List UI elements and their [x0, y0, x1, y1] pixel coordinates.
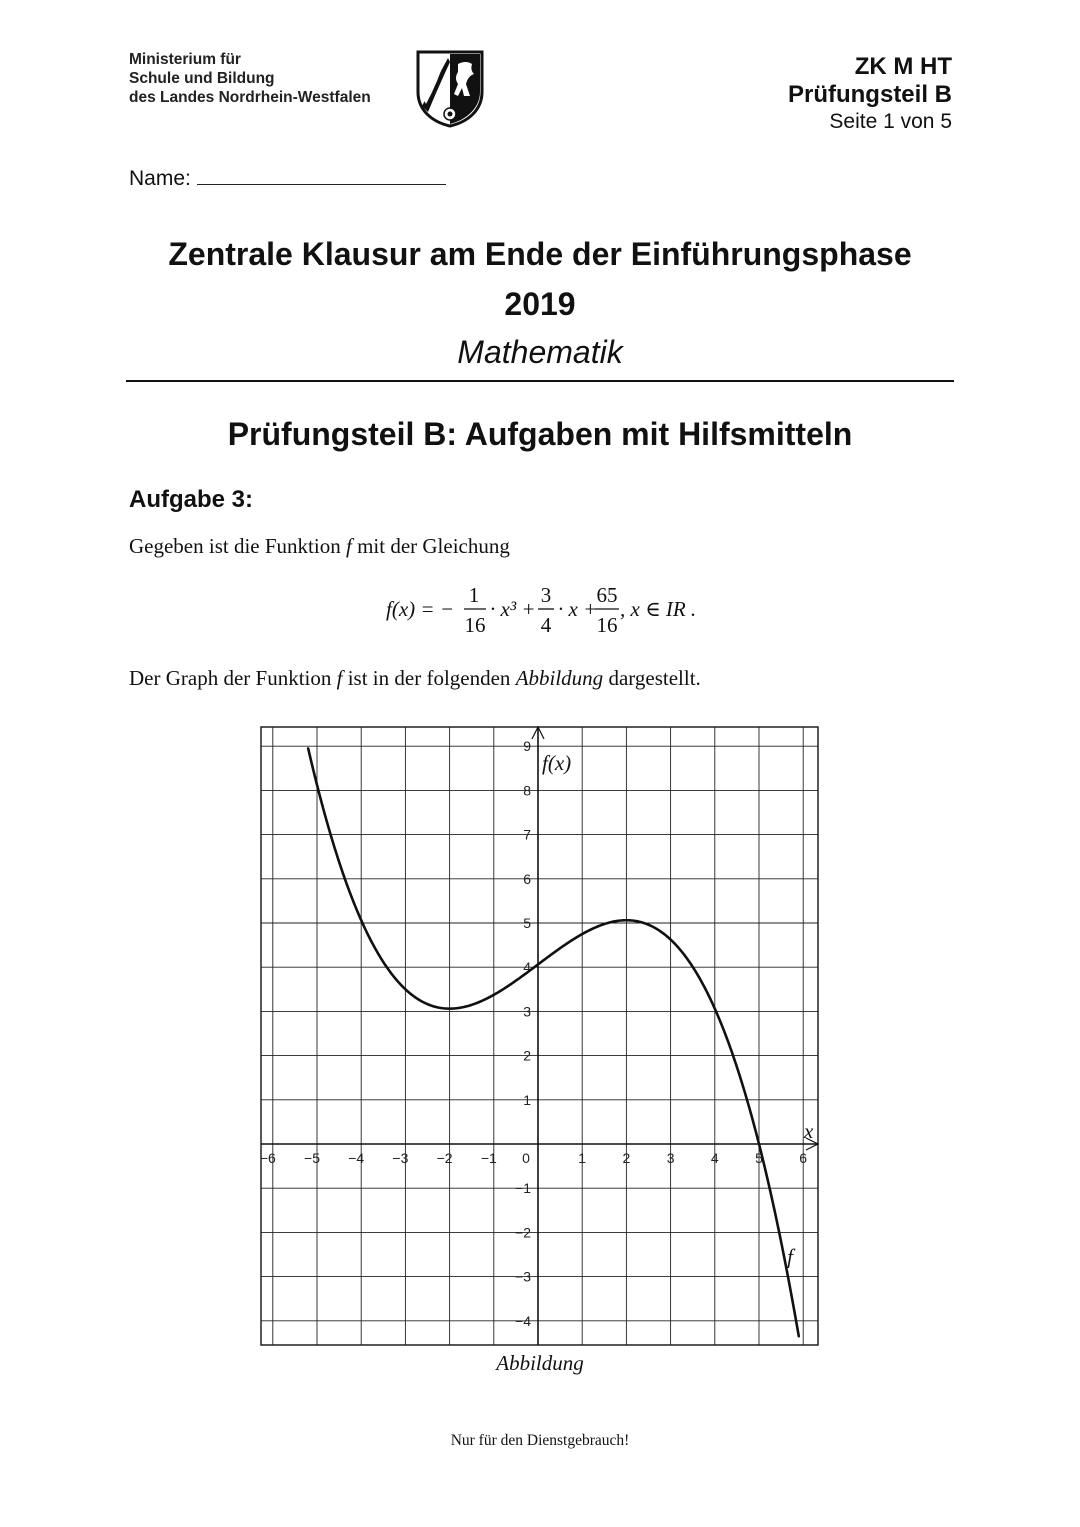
exam-title: Zentrale Klausur am Ende der Einführungsphase: [168, 236, 912, 272]
y-tick-label: 5: [523, 915, 531, 931]
formula-domain: , x ∈ IR .: [620, 597, 697, 621]
figtext-abbildung: Abbildung: [515, 666, 604, 690]
x-tick-label: 1: [578, 1150, 587, 1166]
footer-note: Nur für den Dienstgebrauch!: [450, 1432, 630, 1449]
plot-frame: [261, 727, 818, 1345]
y-tick-label: −4: [515, 1312, 531, 1329]
x-tick-label: 5: [755, 1150, 763, 1166]
name-blank-line[interactable]: [197, 164, 446, 185]
y-tick-label: 6: [523, 870, 531, 887]
figure-caption: Abbildung: [496, 1351, 584, 1375]
figtext-suffix: dargestellt.: [608, 666, 701, 690]
exam-subject: Mathematik: [457, 334, 623, 370]
task-intro: [129, 532, 510, 560]
x-tick-label: −4: [348, 1150, 365, 1166]
x-tick-label: −2: [436, 1150, 453, 1166]
formula-term1: · x³ +: [490, 597, 536, 621]
formula-term2: · x +: [558, 597, 598, 621]
x-tick-label: 2: [622, 1150, 631, 1166]
ministry-name: [129, 50, 371, 107]
figtext-function-name: f: [336, 666, 343, 690]
nrw-coat-of-arms-icon: [414, 48, 486, 128]
y-tick-label: 3: [523, 1003, 531, 1020]
exam-part: Prüfungsteil B: [787, 81, 952, 108]
x-tick-label: 3: [666, 1150, 675, 1166]
intro-prefix: Gegeben ist die Funktion: [129, 534, 341, 558]
y-tick-label: 1: [523, 1091, 531, 1108]
y-tick-label: −1: [515, 1180, 531, 1197]
curve-label-f: f: [787, 1244, 793, 1269]
x-tick-label: 0: [522, 1150, 530, 1166]
y-axis-label: f(x): [542, 751, 572, 776]
x-tick-label: 4: [710, 1150, 719, 1166]
section-title: Prüfungsteil B: Aufgaben mit Hilfsmitteln: [227, 416, 853, 452]
figtext-prefix: Der Graph der Funktion: [129, 666, 332, 690]
ministry-line-3: des Landes Nordrhein-Westfalen: [129, 89, 371, 106]
frac3-numerator: 65: [596, 583, 618, 607]
y-tick-label: 2: [523, 1047, 531, 1064]
exam-year: 2019: [504, 286, 576, 322]
title-divider: [126, 380, 954, 382]
y-tick-label: 9: [523, 738, 531, 755]
frac1-numerator: 1: [468, 583, 480, 607]
y-tick-label: 7: [523, 826, 531, 843]
name-field[interactable]: [129, 164, 446, 191]
intro-suffix: mit der Gleichung: [357, 534, 510, 558]
x-tick-label: 6: [799, 1150, 808, 1166]
x-tick-label: −3: [392, 1150, 409, 1166]
x-axis-label: x: [804, 1119, 814, 1143]
intro-function-name: f: [345, 534, 352, 558]
plot-grid: [261, 727, 818, 1345]
y-tick-label: −2: [515, 1224, 531, 1241]
x-tick-label: −6: [259, 1150, 276, 1166]
function-graph: [258, 724, 823, 1350]
task-heading: Aufgabe 3:: [129, 486, 254, 513]
exam-code: ZK M HT: [854, 53, 952, 80]
exam-header: [788, 53, 952, 135]
figtext-mid: ist in der folgenden: [347, 666, 511, 690]
figure-reference-text: [129, 664, 701, 692]
frac3-denominator: 16: [596, 613, 618, 637]
x-tick-label: −1: [480, 1150, 497, 1166]
y-tick-label: 4: [523, 959, 531, 976]
function-equation: [386, 580, 706, 640]
ministry-line-2: Schule und Bildung: [129, 70, 275, 87]
frac2-denominator: 4: [540, 613, 552, 637]
y-tick-label: 8: [523, 782, 531, 799]
y-tick-label: −3: [515, 1268, 531, 1285]
page-info: Seite 1 von 5: [829, 110, 952, 133]
frac1-denominator: 16: [464, 613, 486, 637]
ministry-line-1: Ministerium für: [129, 51, 241, 68]
frac2-numerator: 3: [540, 583, 552, 607]
formula-lhs: f(x) = −: [386, 597, 454, 621]
x-tick-label: −5: [304, 1150, 320, 1166]
name-label: Name:: [129, 167, 191, 190]
